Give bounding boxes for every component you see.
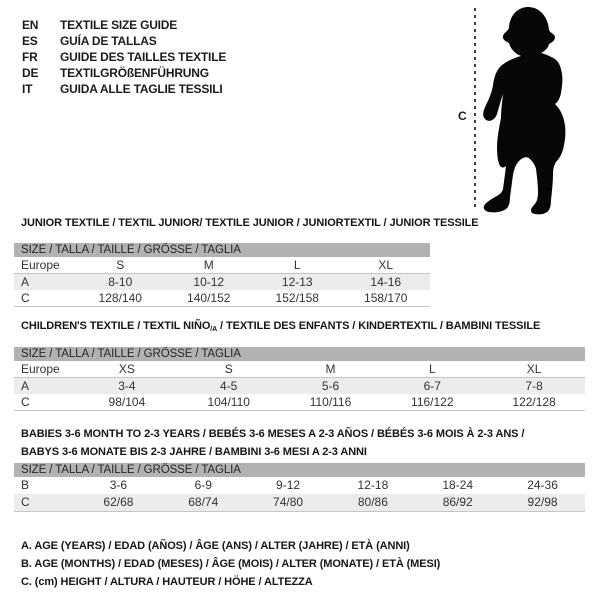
- language-label: TEXTILGRÖßENFÜHRUNG: [60, 66, 209, 80]
- row-label: B: [21, 478, 30, 492]
- babies-size-table: [14, 463, 585, 512]
- age-cell: 12-13: [281, 275, 313, 289]
- height-cell: 128/140: [98, 291, 142, 305]
- children-section-title: [21, 320, 540, 333]
- height-cell: 158/170: [364, 291, 408, 305]
- age-cell: 7-8: [525, 379, 543, 393]
- table-row-height: [14, 494, 585, 512]
- size-cell: L: [293, 258, 301, 272]
- row-label: A: [21, 275, 30, 289]
- height-cell: 86/92: [442, 495, 473, 509]
- language-label: GUÍA DE TALLAS: [60, 34, 157, 48]
- table-row-height: [14, 290, 430, 307]
- children-title-subscript: /A: [210, 326, 218, 333]
- row-label: C: [21, 395, 30, 409]
- children-size-table: [14, 347, 585, 411]
- size-cell: XL: [378, 258, 394, 272]
- height-cell: 80/86: [357, 495, 388, 509]
- table-row-europe: [14, 361, 585, 378]
- babies-section-title: [21, 425, 524, 461]
- language-title-list: [22, 17, 226, 97]
- row-label: A: [21, 379, 30, 393]
- language-code: EN: [22, 18, 39, 32]
- language-label: GUIDE DES TAILLES TEXTILE: [60, 50, 227, 64]
- age-cell: 24-36: [527, 478, 558, 492]
- height-cell: 74/80: [273, 495, 304, 509]
- size-cell: XS: [118, 362, 135, 376]
- size-cell: M: [325, 362, 336, 376]
- age-cell: 3-6: [109, 478, 128, 492]
- age-cell: 14-16: [370, 275, 402, 289]
- junior-section-title: JUNIOR TEXTILE / TEXTIL JUNIOR/ TEXTILE JUNIOR / JUNIORTEXTIL / JUNIOR TESSILE: [21, 217, 479, 229]
- table-row-age: [14, 274, 430, 290]
- toddler-silhouette-path: [483, 7, 565, 214]
- height-cell: 104/110: [207, 395, 250, 409]
- age-cell: 12-18: [357, 478, 389, 492]
- age-cell: 3-4: [118, 379, 136, 393]
- language-row-de: [22, 65, 226, 81]
- toddler-silhouette-icon: [481, 3, 583, 215]
- table-row-europe: [14, 257, 430, 274]
- height-cell: 68/74: [188, 495, 219, 509]
- height-cell: 116/122: [411, 395, 454, 409]
- age-cell: 18-24: [442, 478, 474, 492]
- height-cell: 62/68: [103, 495, 134, 509]
- size-table-header: SIZE / TALLA / TAILLE / GRÖSSE / TAGLIA: [14, 463, 585, 477]
- row-label: Europe: [21, 362, 60, 376]
- language-row-fr: [22, 49, 226, 65]
- size-cell: M: [203, 258, 214, 272]
- height-cell: 122/128: [512, 395, 556, 409]
- row-label: C: [21, 495, 30, 509]
- language-row-es: [22, 33, 226, 49]
- table-row-age: [14, 378, 585, 394]
- language-code: DE: [22, 66, 39, 80]
- language-label: GUIDA ALLE TAGLIE TESSILI: [60, 82, 223, 96]
- height-cell: 110/116: [309, 395, 352, 409]
- note-height-cm: C. (cm) HEIGHT / ALTURA / HAUTEUR / HÖHE / ALTEZZA: [21, 576, 313, 588]
- size-table-header: SIZE / TALLA / TAILLE / GRÖSSE / TAGLIA: [14, 347, 585, 361]
- table-row-age-months: [14, 477, 585, 494]
- age-cell: 6-7: [423, 379, 441, 393]
- babies-title-line-2: BABYS 3-6 MONATE BIS 2-3 JAHRE / BAMBINI 3-6 MESI A 2-3 ANNI: [21, 446, 367, 458]
- row-label: C: [21, 291, 30, 305]
- age-cell: 10-12: [193, 275, 225, 289]
- size-cell: S: [224, 362, 233, 376]
- age-cell: 5-6: [321, 379, 340, 393]
- size-cell: XL: [526, 362, 542, 376]
- height-cell: 98/104: [108, 395, 146, 409]
- language-code: IT: [22, 82, 33, 96]
- children-title-rest: / TEXTILE DES ENFANTS / KINDERTEXTIL / BAMBINI TESSILE: [217, 320, 541, 332]
- size-cell: S: [116, 258, 125, 272]
- language-label: TEXTILE SIZE GUIDE: [60, 18, 178, 32]
- height-cell: 140/152: [187, 291, 231, 305]
- height-cell: 152/158: [275, 291, 319, 305]
- junior-size-table: [14, 243, 430, 307]
- size-cell: L: [428, 362, 436, 376]
- children-title-main: CHILDREN'S TEXTILE / TEXTIL NIÑO: [21, 320, 211, 332]
- age-cell: 9-12: [276, 478, 301, 492]
- language-code: FR: [22, 50, 38, 64]
- language-row-en: [22, 17, 226, 33]
- language-row-it: [22, 81, 226, 97]
- height-dashed-line: [474, 8, 476, 207]
- note-age-months: B. AGE (MONTHS) / EDAD (MESES) / ÂGE (MOIS) / ALTER (MONATE) / ETÀ (MESI): [21, 558, 441, 570]
- size-table-header: SIZE / TALLA / TAILLE / GRÖSSE / TAGLIA: [14, 243, 430, 257]
- table-row-height: [14, 394, 585, 411]
- language-code: ES: [22, 34, 38, 48]
- height-marker-label: C: [458, 109, 467, 123]
- height-cell: 92/98: [527, 495, 558, 509]
- note-age-years: A. AGE (YEARS) / EDAD (AÑOS) / ÂGE (ANS) / ALTER (JAHRE) / ETÀ (ANNI): [21, 540, 410, 552]
- age-cell: 4-5: [220, 379, 238, 393]
- legend-notes: [21, 537, 440, 591]
- age-cell: 6-9: [194, 478, 212, 492]
- row-label: Europe: [21, 258, 60, 272]
- age-cell: 8-10: [108, 275, 133, 289]
- babies-title-line-1: BABIES 3-6 MONTH TO 2-3 YEARS / BEBÉS 3-6 MESES A 2-3 AÑOS / BÉBÉS 3-6 MOIS À 2-3 ANS /: [21, 428, 525, 440]
